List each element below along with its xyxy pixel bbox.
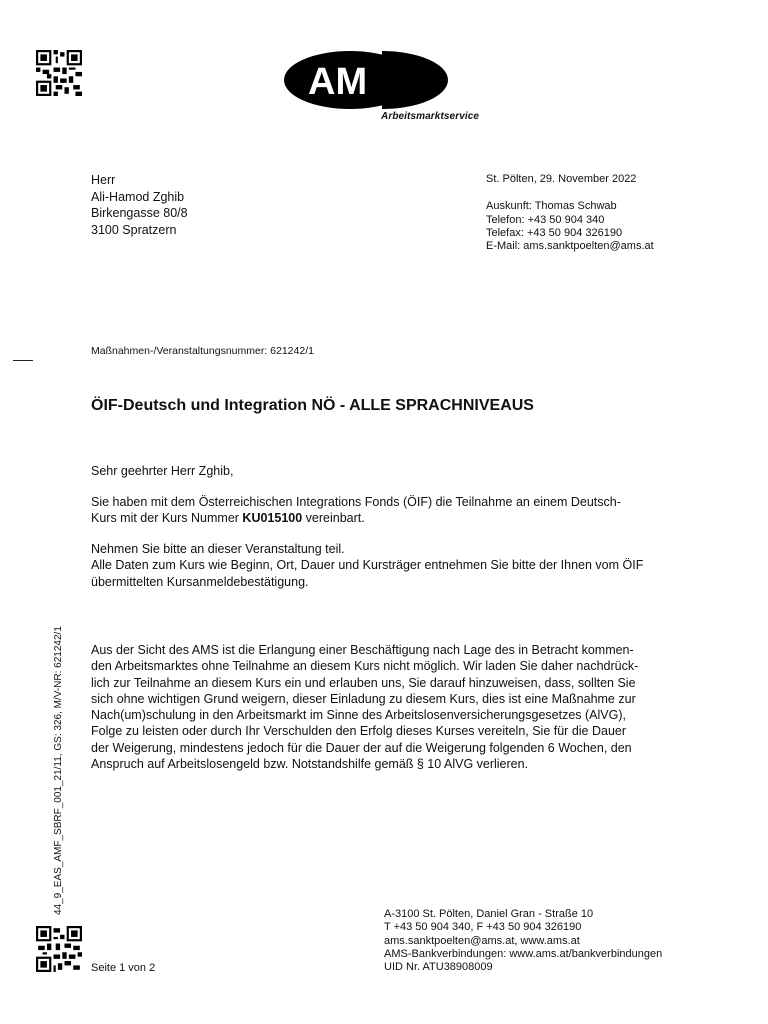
paragraph-3-line: Anspruch auf Arbeitslosengeld bzw. Notstandshilfe gemäß § 10 AlVG verlieren. [91,757,529,772]
letter-title: ÖIF-Deutsch und Integration NÖ - ALLE SPRACHNIVEAUS [91,397,534,414]
course-number: KU015100 [242,511,303,526]
paragraph-3-line: der Weigerung, mindestens jedoch für die Dauer der auf die Weigerung folgenden 6 Wochen, den [91,740,632,755]
logo-text-am: AM [308,61,368,103]
recipient-city: 3100 Spratzern [91,222,177,237]
paragraph-2 [91,541,691,590]
sender-phone: Telefon: +43 50 904 340 [486,213,605,226]
course-text-post: vereinbart. [302,511,365,526]
sender-contact: Auskunft: Thomas Schwab [486,200,617,213]
logo-text-s: S [386,61,412,103]
paragraph-1-line-1: Sie haben mit dem Österreichischen Integrations Fonds (ÖIF) die Teilnahme an einem Deutsch- [91,495,621,509]
logo-subtitle: Arbeitsmarktservice [381,111,480,122]
paragraph-3-line: lich zur Teilnahme an diesem Kurs ein und erlauben uns, Sie darauf hinzuweisen, dass, sollten Sie [91,675,636,690]
footer-address: A-3100 St. Pölten, Daniel Gran - Straße 10 [384,908,594,920]
qr-code-bottom-icon [36,926,82,972]
greeting-text: Sehr geehrter Herr Zghib, [91,464,234,478]
paragraph-2-line-1: Nehmen Sie bitte an dieser Veranstaltung teil. [91,542,345,556]
course-text-pre: Kurs mit der Kurs Nummer [91,511,243,526]
paragraph-3-line: den Arbeitsmarktes ohne Teilnahme an diesem Kurs nicht möglich. Wir laden Sie daher nachdrück- [91,659,639,674]
page-number: Seite 1 von 2 [91,962,156,974]
footer-phone-fax: T +43 50 904 340, F +43 50 904 326190 [384,921,582,934]
qr-code-top-icon [36,50,82,96]
letter-date: St. Pölten, 29. November 2022 [486,173,637,185]
paragraph-3-line: Nach(um)schulung in den Arbeitsmarkt im Sinne des Arbeitslosenversicherungsgesetzes (AlVG), [91,708,626,723]
sender-info [486,173,654,253]
paragraph-3 [91,642,691,772]
footer-info [384,908,662,974]
greeting [91,463,691,479]
sender-fax: Telefax: +43 50 904 326190 [486,226,623,239]
paragraph-2-line-3: übermittelten Kursanmeldebestätigung. [91,574,309,589]
footer-web: ams.sanktpoelten@ams.at, www.ams.at [384,934,580,947]
paragraph-3-line: Aus der Sicht des AMS ist die Erlangung einer Beschäftigung nach Lage des in Betracht kommen- [91,643,634,657]
recipient-name: Ali-Hamod Zghib [91,189,185,204]
side-document-code: 44_9_EAS_AMF_SBRF_001_21/11, GS: 326, M/V-NR: 621242/1 [53,626,64,915]
paragraph-1-line-2 [91,510,691,526]
recipient-street: Birkengasse 80/8 [91,206,188,220]
recipient-salutation: Herr [91,173,116,187]
reference-number: Maßnahmen-/Veranstaltungsnummer: 621242/1 [91,345,314,357]
paragraph-3-line: sich ohne wichtigen Grund weigern, dieser Einladung zu diesem Kurs, dies ist eine Maßnahme zur [91,691,636,706]
paragraph-1 [91,494,691,527]
paragraph-2-line-2: Alle Daten zum Kurs wie Beginn, Ort, Dauer und Kursträger entnehmen Sie bitte der Ihnen vom ÖIF [91,558,644,573]
footer-uid: UID Nr. ATU38908009 [384,961,493,974]
paragraph-3-line: Folge zu leisten oder durch Ihr Verschulden den Erfolg dieses Kurses vereiteln, Sie für die Dauer [91,724,627,739]
sender-email: E-Mail: ams.sanktpoelten@ams.at [486,240,654,253]
footer-bank: AMS-Bankverbindungen: www.ams.at/bankverbindungen [384,947,663,960]
recipient-address [91,172,188,238]
fold-mark [13,360,33,361]
